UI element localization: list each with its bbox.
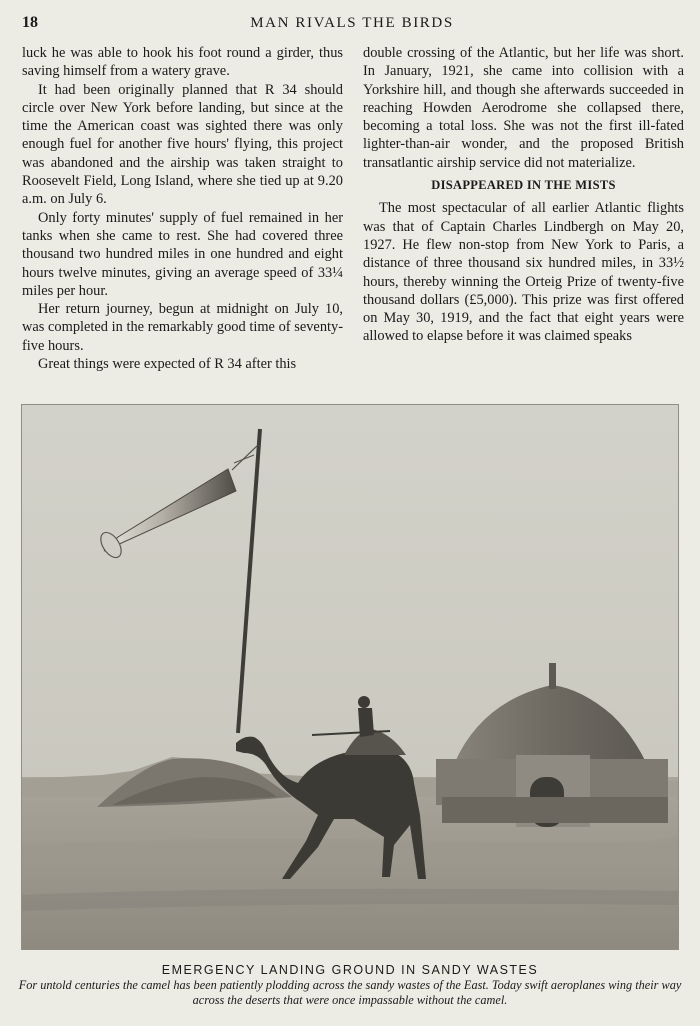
paragraph: double crossing of the Atlantic, but her life was short. In January, 1921, she came into collision with a Yorkshire hill, and though she afterwards succeeded in reaching Howden Aerodrome she collapsed there, becoming a total loss. She was not the first ill-fated lighter-than-air wonder, and the proposed British transatlantic airship service did not materialize. xyxy=(363,45,684,171)
photo-plate xyxy=(21,404,679,950)
page-number: 18 xyxy=(22,14,38,31)
right-column xyxy=(363,44,684,346)
paragraph: Her return journey, begun at midnight on July 10, was completed in the remarkably good time of seventy-five hours. xyxy=(22,301,343,354)
paragraph: It had been originally planned that R 34 should circle over New York before landing, but since at the time the American coast was sighted there was only enough fuel for another five hours' flying, this project was abandoned and the airship was taken straight to Roosevelt Field, Long Island, where she tied up at 9.20 a.m. on July 6. xyxy=(22,81,343,208)
left-column xyxy=(22,44,343,373)
paragraph: luck he was able to hook his foot round a girder, thus saving himself from a watery grave. xyxy=(22,45,343,80)
paragraph: The most spectacular of all earlier Atlantic flights was that of Captain Charles Lindbergh on May 20, 1927. He flew non-stop from New York to Paris, a distance of three thousand six hundred miles, in 33½ hours, thereby winning the Orteig Prize of twenty-five thousand dollars (£5,000). This prize was first offered on May 30, 1919, and the fact that eight years were allowed to elapse before it was claimed speaks xyxy=(363,200,684,345)
paragraph: Only forty minutes' supply of fuel remained in her tanks when she came to rest. She had covered three thousand two hundred miles in one hundred and eight hours twelve minutes, giving an average speed of 33¼ miles per hour. xyxy=(22,209,343,299)
figure-caption-text: For untold centuries the camel has been patiently plodding across the sandy wastes of the East. Today swift aeroplanes wing their way across the deserts that were once impassable without the camel. xyxy=(18,978,682,1007)
running-head: MAN RIVALS THE BIRDS xyxy=(250,15,454,31)
paragraph: Great things were expected of R 34 after this xyxy=(38,356,297,373)
section-heading: DISAPPEARED IN THE MISTS xyxy=(431,178,616,193)
page-header xyxy=(22,14,682,36)
figure-caption-title: EMERGENCY LANDING GROUND IN SANDY WASTES xyxy=(161,963,539,977)
desert-photo xyxy=(22,405,678,949)
